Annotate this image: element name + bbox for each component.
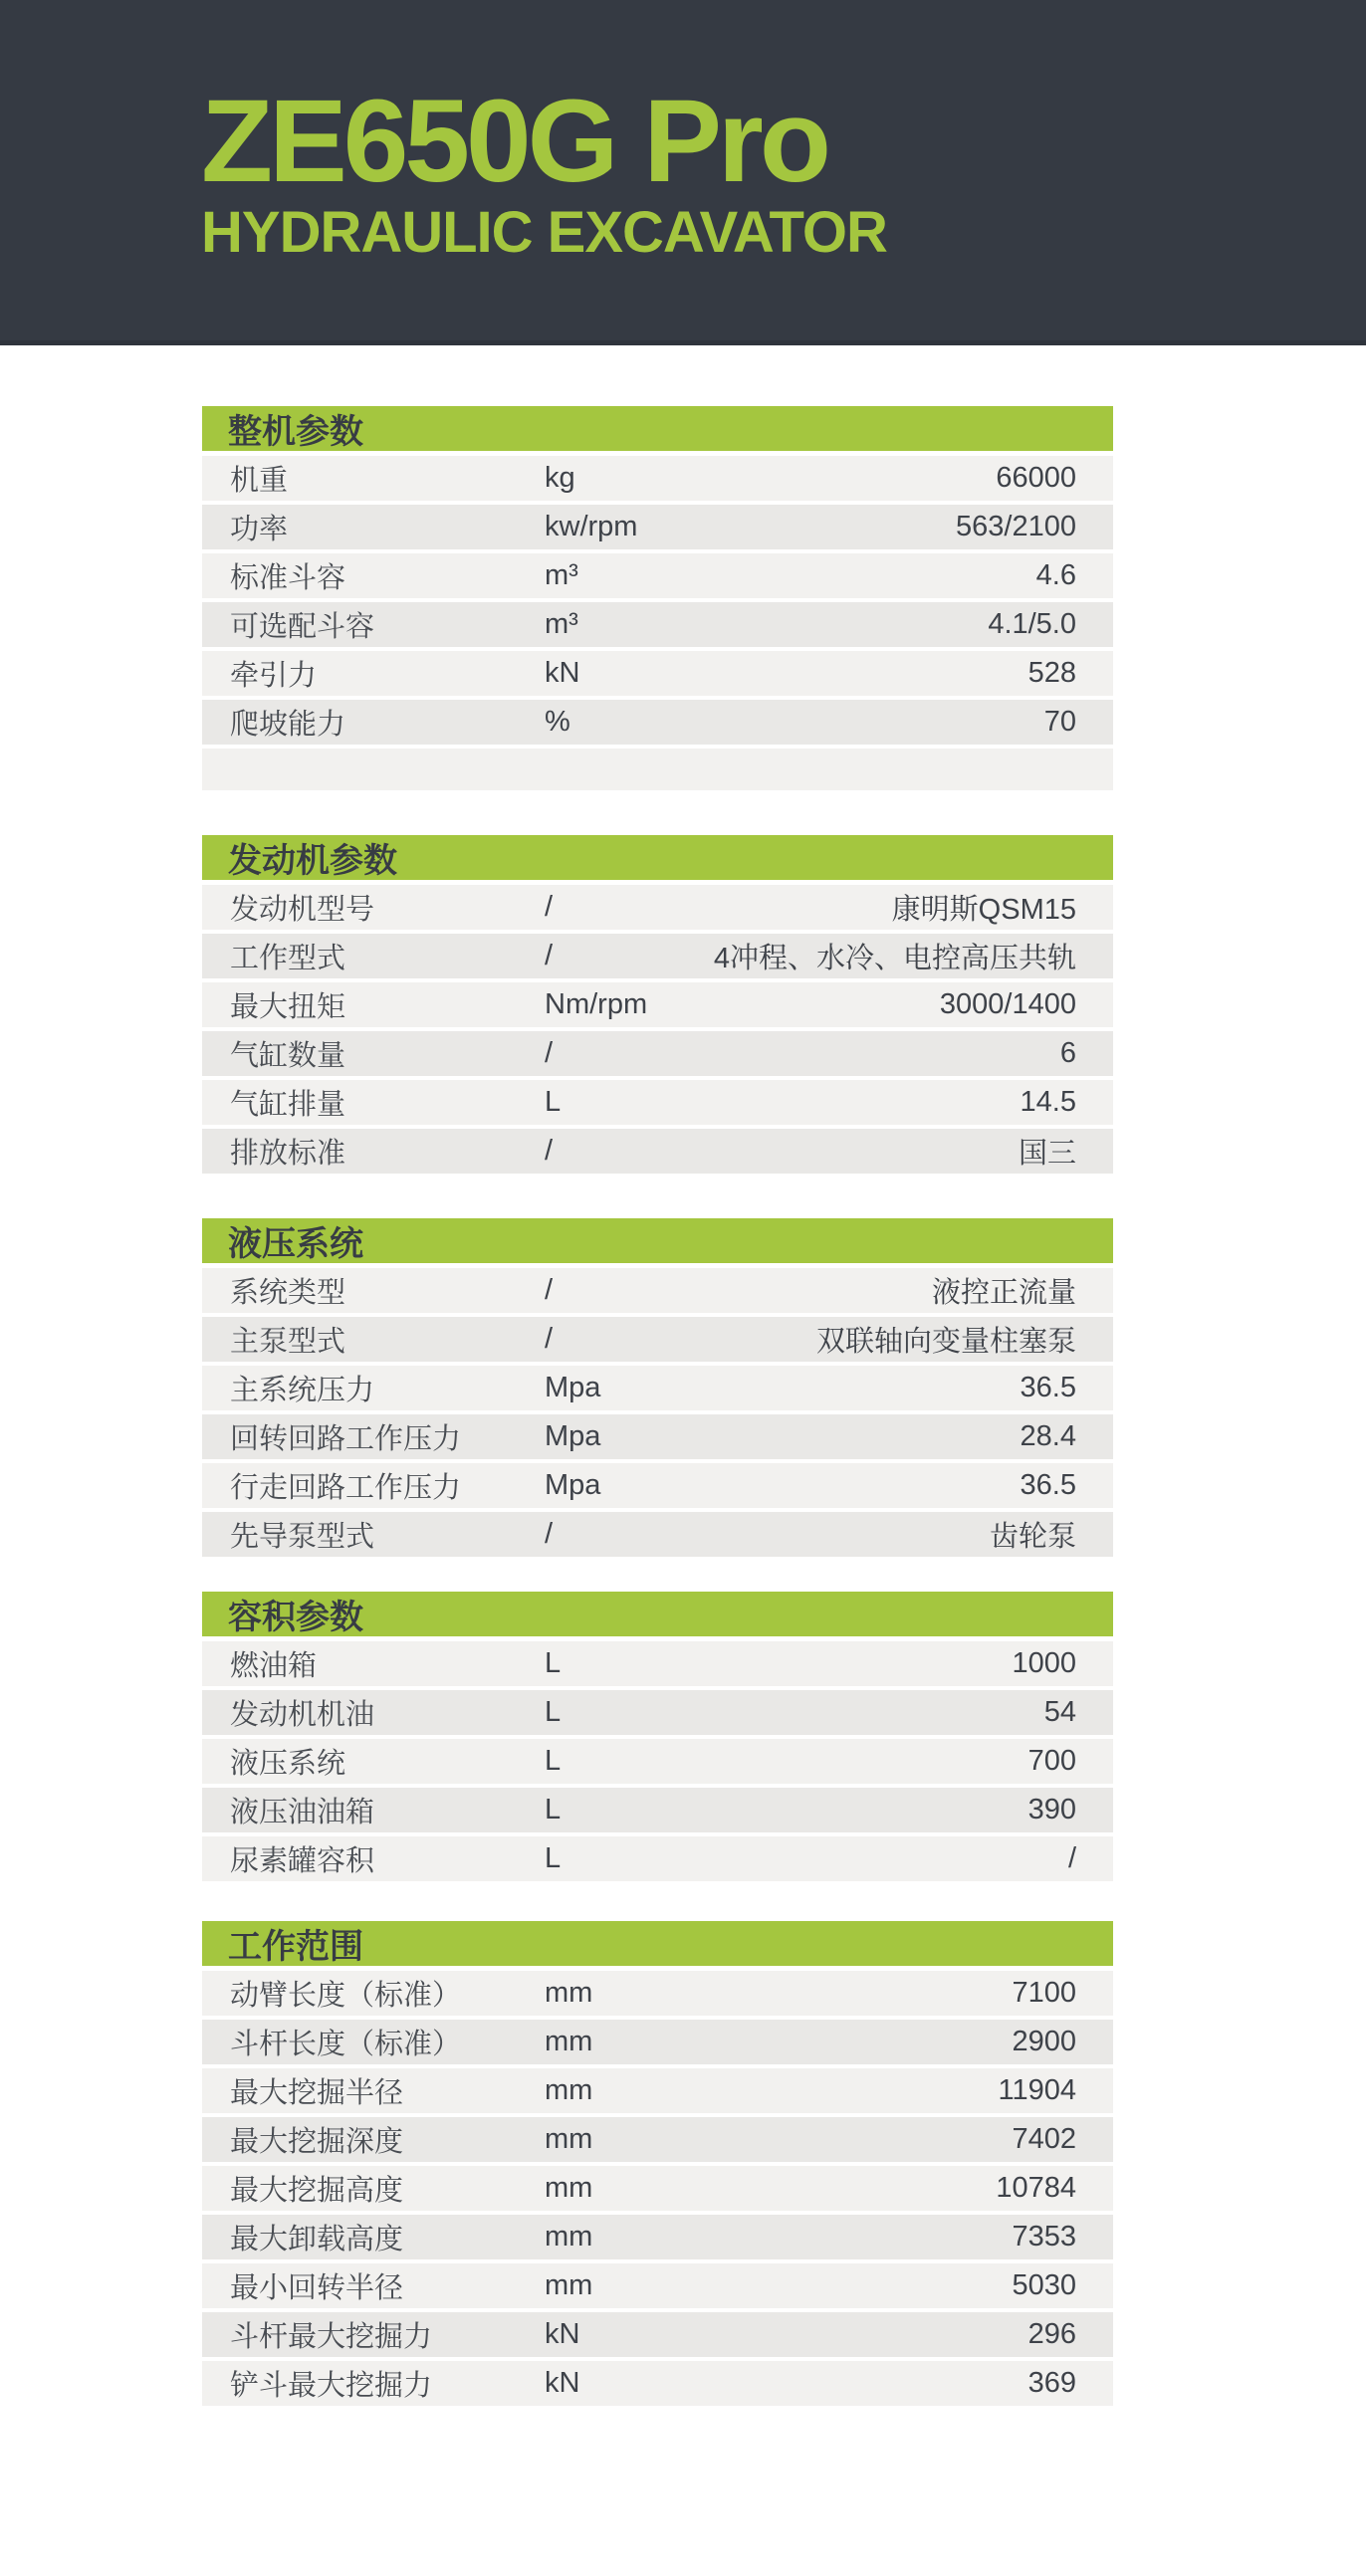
table-row bbox=[202, 651, 1113, 696]
param-label: 牵引力 bbox=[230, 660, 318, 692]
param-unit: m³ bbox=[545, 559, 578, 591]
table-rows bbox=[202, 885, 1113, 1174]
param-label: 最大挖掘深度 bbox=[230, 2126, 404, 2158]
table-row bbox=[202, 1463, 1113, 1508]
param-unit: Nm/rpm bbox=[545, 988, 648, 1020]
param-label: 功率 bbox=[230, 514, 289, 545]
table-row bbox=[202, 1031, 1113, 1076]
spec-tables bbox=[202, 406, 1113, 2406]
param-value: 2900 bbox=[1012, 2026, 1076, 2057]
param-label: 最大挖掘半径 bbox=[230, 2077, 404, 2109]
param-value: 3000/1400 bbox=[939, 988, 1076, 1020]
param-value: 4.6 bbox=[1035, 559, 1076, 591]
param-value: 4.1/5.0 bbox=[988, 608, 1076, 640]
spec-table-capacity bbox=[202, 1592, 1113, 1881]
param-label: 爬坡能力 bbox=[230, 709, 346, 741]
param-value: / bbox=[1067, 1842, 1076, 1874]
param-value: 36.5 bbox=[1020, 1469, 1076, 1501]
table-rows bbox=[202, 456, 1113, 790]
hero-banner bbox=[0, 0, 1366, 345]
param-unit: / bbox=[545, 1037, 554, 1069]
param-unit: m³ bbox=[545, 608, 578, 640]
table-title: 容积参数 bbox=[202, 1592, 1113, 1636]
param-value: 5030 bbox=[1012, 2269, 1076, 2301]
param-value: 66000 bbox=[996, 462, 1076, 494]
param-unit: L bbox=[545, 1086, 562, 1118]
param-value: 7100 bbox=[1012, 1977, 1076, 2009]
param-unit: L bbox=[545, 1794, 562, 1825]
table-row bbox=[202, 885, 1113, 930]
table-row bbox=[202, 1366, 1113, 1410]
param-value: 70 bbox=[1043, 706, 1076, 738]
param-value: 10784 bbox=[996, 2172, 1076, 2204]
param-value: 11904 bbox=[998, 2074, 1076, 2106]
param-unit: kw/rpm bbox=[545, 511, 638, 542]
table-row bbox=[202, 2263, 1113, 2308]
param-unit: mm bbox=[545, 1977, 593, 2009]
param-value: 28.4 bbox=[1020, 1420, 1076, 1452]
param-unit: mm bbox=[545, 2221, 593, 2253]
model-subtitle: HYDRAULIC EXCAVATOR bbox=[201, 199, 887, 265]
hero-inner bbox=[0, 0, 1366, 265]
param-unit: mm bbox=[545, 2074, 593, 2106]
param-value: 国三 bbox=[1018, 1138, 1076, 1170]
param-unit: / bbox=[545, 940, 554, 971]
table-row bbox=[202, 982, 1113, 1027]
param-unit: / bbox=[545, 1274, 554, 1306]
param-value: 康明斯QSM15 bbox=[891, 894, 1076, 926]
spec-table-working-range bbox=[202, 1921, 1113, 2406]
param-label: 最大扭矩 bbox=[230, 991, 346, 1023]
param-label: 最大挖掘高度 bbox=[230, 2175, 404, 2207]
param-label: 发动机机油 bbox=[230, 1699, 375, 1731]
param-label: 最大卸载高度 bbox=[230, 2224, 404, 2255]
param-unit: kN bbox=[545, 2318, 580, 2350]
param-value: 369 bbox=[1027, 2367, 1076, 2399]
table-row bbox=[202, 1836, 1113, 1881]
param-label: 最小回转半径 bbox=[230, 2272, 404, 2304]
table-rows bbox=[202, 1641, 1113, 1881]
param-label: 气缸数量 bbox=[230, 1040, 346, 1072]
table-row bbox=[202, 1739, 1113, 1784]
table-row bbox=[202, 1512, 1113, 1557]
param-unit: / bbox=[545, 1135, 554, 1167]
param-unit: / bbox=[545, 1518, 554, 1550]
param-value: 700 bbox=[1027, 1745, 1076, 1777]
param-label: 斗杆长度（标准） bbox=[230, 2029, 462, 2060]
table-row bbox=[202, 1641, 1113, 1686]
param-value: 54 bbox=[1043, 1696, 1076, 1728]
param-value: 563/2100 bbox=[956, 511, 1076, 542]
param-value: 齿轮泵 bbox=[989, 1521, 1076, 1553]
table-row bbox=[202, 1788, 1113, 1832]
table-title: 液压系统 bbox=[202, 1218, 1113, 1263]
param-value: 1000 bbox=[1012, 1647, 1076, 1679]
param-unit: mm bbox=[545, 2123, 593, 2155]
table-title: 工作范围 bbox=[202, 1921, 1113, 1966]
param-label: 气缸排量 bbox=[230, 1089, 346, 1121]
param-label: 工作型式 bbox=[230, 943, 346, 974]
param-label: 系统类型 bbox=[230, 1277, 346, 1309]
table-row bbox=[202, 1268, 1113, 1313]
param-unit: / bbox=[545, 1323, 554, 1355]
param-value: 7402 bbox=[1012, 2123, 1076, 2155]
table-row bbox=[202, 602, 1113, 647]
param-label: 斗杆最大挖掘力 bbox=[230, 2321, 433, 2353]
param-value: 14.5 bbox=[1020, 1086, 1076, 1118]
table-row bbox=[202, 1129, 1113, 1174]
param-value: 390 bbox=[1027, 1794, 1076, 1825]
param-label: 液压油油箱 bbox=[230, 1797, 375, 1828]
spec-table-hydraulic bbox=[202, 1218, 1113, 1557]
param-label: 行走回路工作压力 bbox=[230, 1472, 462, 1504]
table-row bbox=[202, 456, 1113, 501]
table-row bbox=[202, 2215, 1113, 2259]
param-value: 528 bbox=[1027, 657, 1076, 689]
param-value: 双联轴向变量柱塞泵 bbox=[815, 1326, 1076, 1358]
table-row bbox=[202, 553, 1113, 598]
table-title: 发动机参数 bbox=[202, 835, 1113, 880]
param-unit: L bbox=[545, 1745, 562, 1777]
table-row bbox=[202, 2117, 1113, 2162]
param-unit: / bbox=[545, 891, 554, 923]
table-row bbox=[202, 2361, 1113, 2406]
table-row bbox=[202, 1317, 1113, 1362]
param-value: 296 bbox=[1027, 2318, 1076, 2350]
param-value: 36.5 bbox=[1020, 1372, 1076, 1403]
param-unit: L bbox=[545, 1647, 562, 1679]
param-value: 4冲程、水冷、电控高压共轨 bbox=[713, 943, 1076, 974]
param-unit: Mpa bbox=[545, 1420, 601, 1452]
table-row bbox=[202, 1690, 1113, 1735]
param-unit: kg bbox=[545, 462, 575, 494]
param-label: 尿素罐容积 bbox=[230, 1845, 375, 1877]
table-rows bbox=[202, 1268, 1113, 1557]
param-label: 可选配斗容 bbox=[230, 611, 375, 643]
param-unit: mm bbox=[545, 2172, 593, 2204]
param-value: 液控正流量 bbox=[931, 1277, 1076, 1309]
table-row bbox=[202, 2166, 1113, 2211]
param-label: 燃油箱 bbox=[230, 1650, 318, 1682]
param-unit: Mpa bbox=[545, 1469, 601, 1501]
param-label: 主系统压力 bbox=[230, 1375, 375, 1406]
table-row bbox=[202, 700, 1113, 745]
table-row bbox=[202, 2068, 1113, 2113]
param-unit: mm bbox=[545, 2026, 593, 2057]
table-row bbox=[202, 934, 1113, 978]
param-unit: L bbox=[545, 1842, 562, 1874]
param-unit: kN bbox=[545, 2367, 580, 2399]
param-unit: mm bbox=[545, 2269, 593, 2301]
param-label: 发动机型号 bbox=[230, 894, 375, 926]
param-label: 动臂长度（标准） bbox=[230, 1980, 462, 2012]
param-unit: % bbox=[545, 706, 570, 738]
table-row bbox=[202, 505, 1113, 549]
param-label: 回转回路工作压力 bbox=[230, 1423, 462, 1455]
param-label: 铲斗最大挖掘力 bbox=[230, 2370, 433, 2402]
table-row bbox=[202, 2020, 1113, 2064]
param-value: 6 bbox=[1059, 1037, 1076, 1069]
table-row bbox=[202, 1971, 1113, 2016]
param-unit: Mpa bbox=[545, 1372, 601, 1403]
table-row bbox=[202, 1414, 1113, 1459]
param-value: 7353 bbox=[1012, 2221, 1076, 2253]
model-title: ZE650G Pro bbox=[201, 76, 827, 207]
param-label: 机重 bbox=[230, 465, 289, 497]
param-label: 主泵型式 bbox=[230, 1326, 346, 1358]
param-unit: L bbox=[545, 1696, 562, 1728]
spec-table-overall bbox=[202, 406, 1113, 790]
table-row bbox=[202, 1080, 1113, 1125]
spec-table-engine bbox=[202, 835, 1113, 1174]
table-row bbox=[202, 2312, 1113, 2357]
param-label: 液压系统 bbox=[230, 1748, 346, 1780]
table-rows bbox=[202, 1971, 1113, 2406]
empty-row bbox=[202, 749, 1113, 790]
param-label: 标准斗容 bbox=[230, 562, 346, 594]
param-label: 先导泵型式 bbox=[230, 1521, 375, 1553]
param-label: 排放标准 bbox=[230, 1138, 346, 1170]
param-unit: kN bbox=[545, 657, 580, 689]
table-title: 整机参数 bbox=[202, 406, 1113, 451]
